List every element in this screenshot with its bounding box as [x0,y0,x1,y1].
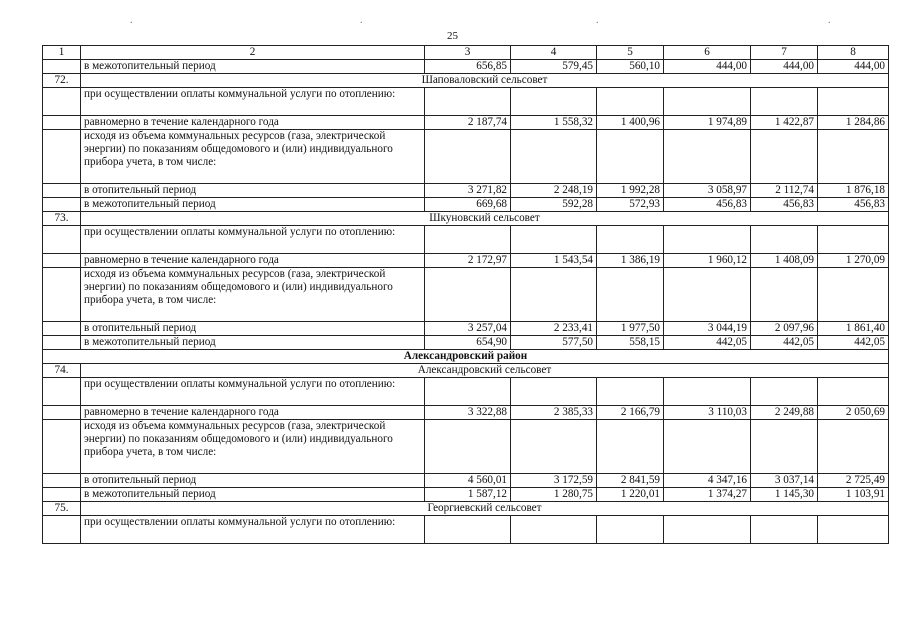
scan-dot: . [130,15,133,26]
row-label: исходя из объема коммунальных ресурсов (газа, электрической энергии) по показаниям общедомового и (или) индивидуального прибора учета, в том числе: [81,420,425,474]
value-cell: 1 374,27 [664,488,751,502]
empty-cell [664,130,751,184]
empty-cell [818,378,889,406]
empty-cell [511,130,597,184]
value-cell: 1 543,54 [511,254,597,268]
value-cell: 3 322,88 [425,406,511,420]
section-row [43,502,889,516]
empty-cell [664,420,751,474]
row-number-cell [43,378,81,406]
value-cell: 2 385,33 [511,406,597,420]
empty-cell [751,88,818,116]
row-label: в межотопительный период [81,488,425,502]
row-label: исходя из объема коммунальных ресурсов (газа, электрической энергии) по показаниям общедомового и (или) индивидуального прибора учета, в том числе: [81,130,425,184]
value-cell: 442,05 [751,336,818,350]
row-number-cell [43,226,81,254]
empty-cell [597,516,664,544]
header-cell: 8 [818,46,889,60]
empty-cell [511,226,597,254]
value-cell: 1 408,09 [751,254,818,268]
value-cell: 656,85 [425,60,511,74]
empty-cell [511,378,597,406]
value-cell: 3 044,19 [664,322,751,336]
row-label: в отопительный период [81,184,425,198]
empty-cell [818,420,889,474]
tariff-table [42,45,889,544]
empty-cell [818,226,889,254]
value-cell: 1 220,01 [597,488,664,502]
value-cell: 572,93 [597,198,664,212]
empty-cell [511,88,597,116]
value-cell: 577,50 [511,336,597,350]
description-row [43,130,889,184]
data-row [43,116,889,130]
section-number: 75. [43,502,81,516]
value-cell: 2 050,69 [818,406,889,420]
data-row [43,488,889,502]
value-cell: 2 248,19 [511,184,597,198]
empty-cell [425,88,511,116]
empty-cell [751,130,818,184]
value-cell: 444,00 [818,60,889,74]
row-number-cell [43,322,81,336]
empty-cell [425,130,511,184]
value-cell: 2 249,88 [751,406,818,420]
value-cell: 3 110,03 [664,406,751,420]
value-cell: 456,83 [818,198,889,212]
empty-cell [664,88,751,116]
scan-dot: . [828,15,831,26]
value-cell: 1 960,12 [664,254,751,268]
value-cell: 558,15 [597,336,664,350]
row-label: равномерно в течение календарного года [81,406,425,420]
empty-cell [751,378,818,406]
header-cell: 6 [664,46,751,60]
section-row [43,74,889,88]
description-row [43,420,889,474]
empty-cell [664,268,751,322]
row-label: в межотопительный период [81,198,425,212]
value-cell: 1 280,75 [511,488,597,502]
value-cell: 3 172,59 [511,474,597,488]
empty-cell [818,516,889,544]
value-cell: 442,05 [664,336,751,350]
empty-cell [597,378,664,406]
row-label: в отопительный период [81,474,425,488]
value-cell: 1 103,91 [818,488,889,502]
empty-cell [425,378,511,406]
empty-cell [511,268,597,322]
description-row [43,516,889,544]
row-number-cell [43,420,81,474]
section-number: 72. [43,74,81,88]
scan-dot: . [596,15,599,26]
value-cell: 592,28 [511,198,597,212]
value-cell: 1 587,12 [425,488,511,502]
empty-cell [425,268,511,322]
data-row [43,474,889,488]
section-row [43,212,889,226]
empty-cell [597,130,664,184]
section-title: Шкуновский сельсовет [81,212,889,226]
row-number-cell [43,268,81,322]
value-cell: 2 233,41 [511,322,597,336]
page-number: 25 [447,30,458,42]
empty-cell [751,226,818,254]
value-cell: 2 112,74 [751,184,818,198]
description-row [43,378,889,406]
empty-cell [425,226,511,254]
row-number-cell [43,184,81,198]
row-label: в отопительный период [81,322,425,336]
row-label: при осуществлении оплаты коммунальной услуги по отоплению: [81,88,425,116]
value-cell: 4 560,01 [425,474,511,488]
empty-cell [425,516,511,544]
header-cell: 3 [425,46,511,60]
empty-cell [664,516,751,544]
row-label: в межотопительный период [81,336,425,350]
value-cell: 456,83 [664,198,751,212]
empty-cell [751,516,818,544]
value-cell: 1 400,96 [597,116,664,130]
value-cell: 3 058,97 [664,184,751,198]
value-cell: 1 876,18 [818,184,889,198]
value-cell: 444,00 [751,60,818,74]
value-cell: 444,00 [664,60,751,74]
header-cell: 5 [597,46,664,60]
value-cell: 1 558,32 [511,116,597,130]
value-cell: 654,90 [425,336,511,350]
row-number-cell [43,516,81,544]
empty-cell [597,226,664,254]
header-cell: 4 [511,46,597,60]
empty-cell [511,420,597,474]
section-number: 73. [43,212,81,226]
value-cell: 579,45 [511,60,597,74]
data-row [43,60,889,74]
value-cell: 1 386,19 [597,254,664,268]
description-row [43,268,889,322]
section-title: Шаповаловский сельсовет [81,74,889,88]
empty-cell [597,420,664,474]
region-row [43,350,889,364]
header-cell: 2 [81,46,425,60]
value-cell: 2 172,97 [425,254,511,268]
empty-cell [818,268,889,322]
data-row [43,322,889,336]
value-cell: 2 725,49 [818,474,889,488]
header-row [43,46,889,60]
value-cell: 3 037,14 [751,474,818,488]
value-cell: 1 145,30 [751,488,818,502]
value-cell: 2 187,74 [425,116,511,130]
value-cell: 456,83 [751,198,818,212]
empty-cell [664,378,751,406]
empty-cell [511,516,597,544]
value-cell: 2 841,59 [597,474,664,488]
value-cell: 1 992,28 [597,184,664,198]
row-label: при осуществлении оплаты коммунальной услуги по отоплению: [81,516,425,544]
data-row [43,336,889,350]
value-cell: 1 977,50 [597,322,664,336]
empty-cell [818,130,889,184]
row-number-cell [43,406,81,420]
value-cell: 1 284,86 [818,116,889,130]
value-cell: 669,68 [425,198,511,212]
scan-dot: . [360,15,363,26]
section-row [43,364,889,378]
description-row [43,226,889,254]
section-number: 74. [43,364,81,378]
section-title: Александровский сельсовет [81,364,889,378]
value-cell: 560,10 [597,60,664,74]
data-row [43,406,889,420]
row-label: равномерно в течение календарного года [81,254,425,268]
empty-cell [751,420,818,474]
value-cell: 4 347,16 [664,474,751,488]
value-cell: 3 257,04 [425,322,511,336]
row-label: равномерно в течение календарного года [81,116,425,130]
data-row [43,184,889,198]
row-number-cell [43,474,81,488]
description-row [43,88,889,116]
row-label: исходя из объема коммунальных ресурсов (газа, электрической энергии) по показаниям общедомового и (или) индивидуального прибора учета, в том числе: [81,268,425,322]
empty-cell [751,268,818,322]
value-cell: 2 166,79 [597,406,664,420]
empty-cell [664,226,751,254]
row-number-cell [43,130,81,184]
header-cell: 1 [43,46,81,60]
value-cell: 1 974,89 [664,116,751,130]
row-number-cell [43,116,81,130]
value-cell: 1 861,40 [818,322,889,336]
row-label: при осуществлении оплаты коммунальной услуги по отоплению: [81,378,425,406]
value-cell: 1 422,87 [751,116,818,130]
empty-cell [425,420,511,474]
data-row [43,198,889,212]
data-row [43,254,889,268]
row-number-cell [43,336,81,350]
row-number-cell [43,488,81,502]
value-cell: 3 271,82 [425,184,511,198]
row-number-cell [43,88,81,116]
value-cell: 442,05 [818,336,889,350]
row-label: при осуществлении оплаты коммунальной услуги по отоплению: [81,226,425,254]
header-cell: 7 [751,46,818,60]
row-number-cell [43,198,81,212]
row-label: в межотопительный период [81,60,425,74]
value-cell: 1 270,09 [818,254,889,268]
empty-cell [597,268,664,322]
section-title: Георгиевский сельсовет [81,502,889,516]
row-number-cell [43,254,81,268]
row-number-cell [43,60,81,74]
region-title: Александровский район [43,350,889,364]
empty-cell [597,88,664,116]
value-cell: 2 097,96 [751,322,818,336]
empty-cell [818,88,889,116]
